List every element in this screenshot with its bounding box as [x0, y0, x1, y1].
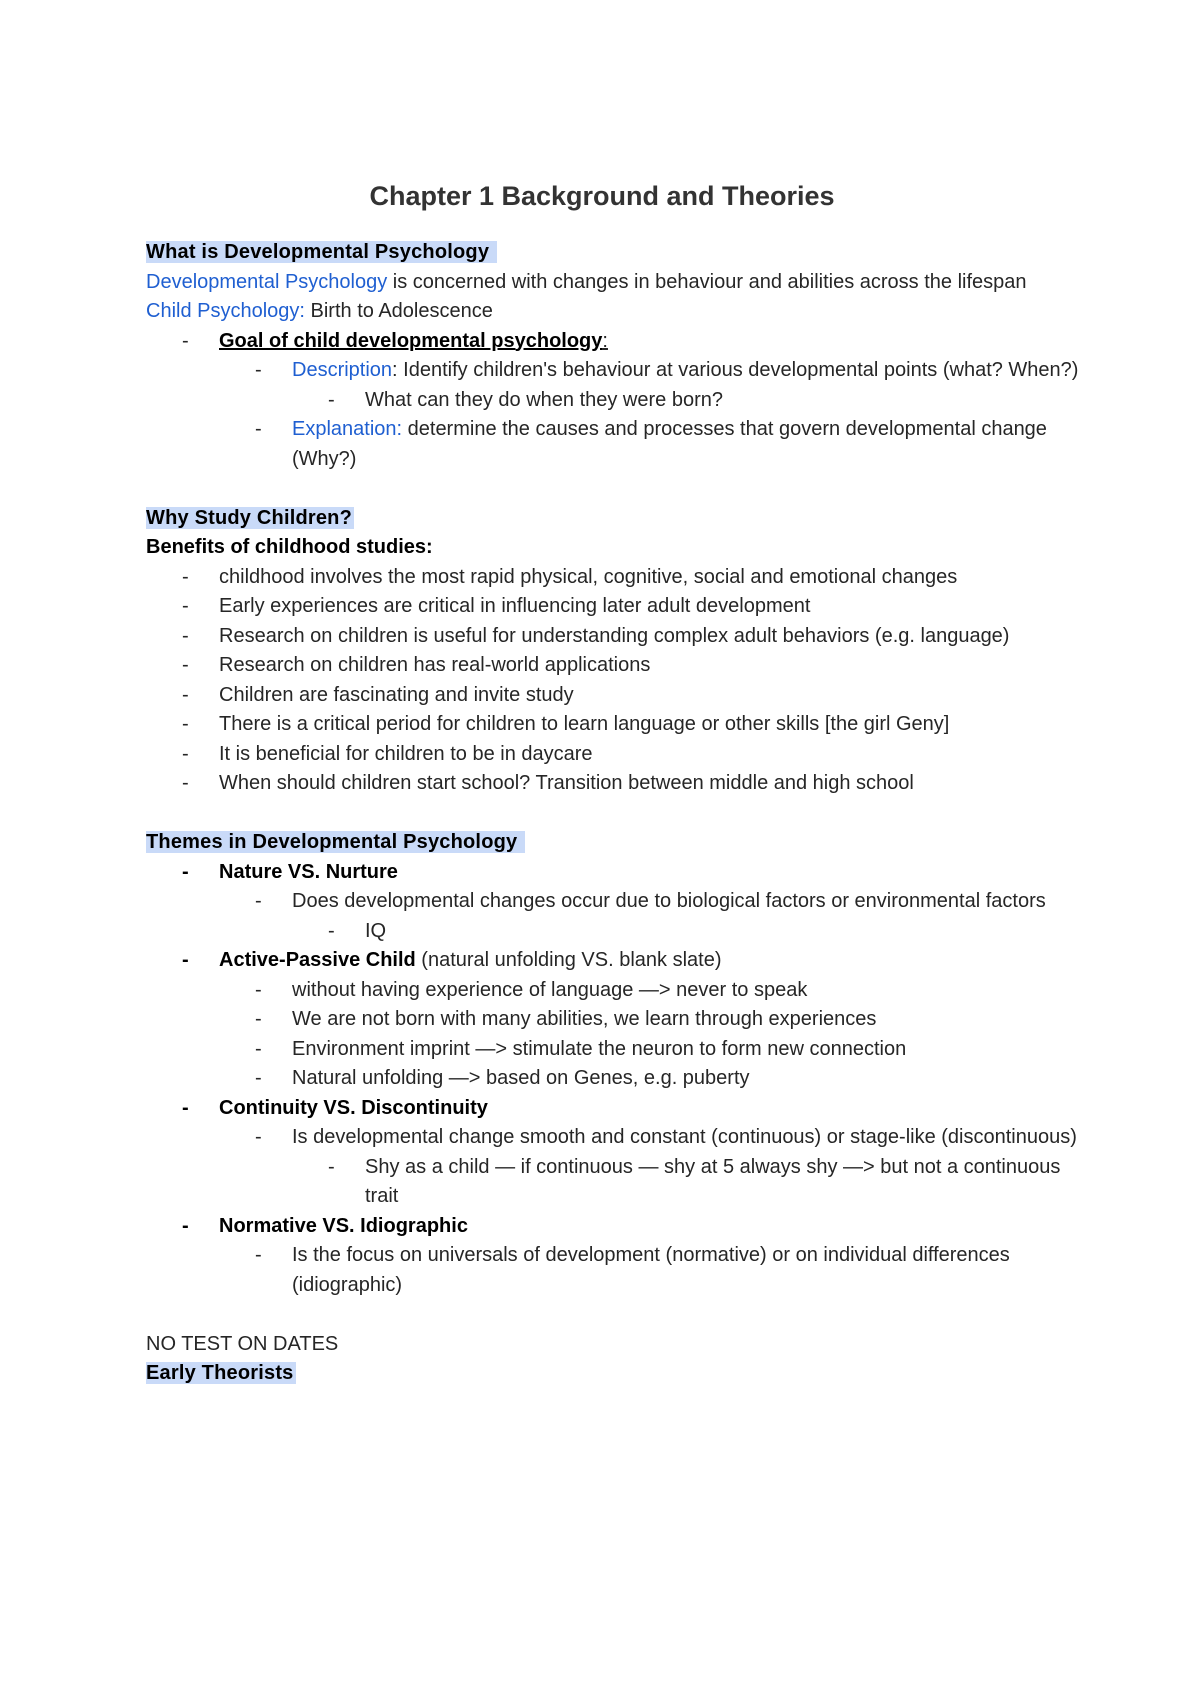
bullet-dash: - [255, 978, 262, 1001]
section-heading: Early Theorists [146, 1362, 294, 1384]
list-item [146, 1212, 1080, 1242]
bullet-dash: - [182, 949, 189, 971]
list-item-text: Research on children has real-world applications [219, 654, 651, 676]
list-item [146, 1035, 1080, 1065]
bullet-dash: - [182, 860, 189, 883]
list-item-text: We are not born with many abilities, we learn through experiences [292, 1008, 877, 1030]
description-sub-text: What can they do when they were born? [365, 388, 723, 411]
bullet-dash: - [182, 683, 189, 706]
term-child-psychology: Child Psychology: [146, 300, 305, 322]
bullet-dash: - [255, 1126, 262, 1148]
goal-colon: : [602, 329, 608, 352]
section-heading: Why Study Children? [146, 506, 353, 529]
list-item [146, 710, 1080, 740]
description-text: : Identify children's behaviour at various developmental points (what? When?) [392, 359, 1079, 381]
section-heading: Themes in Developmental Psychology [146, 831, 525, 853]
list-item-text: Shy as a child — if continuous — shy at 5 always shy —> but not a continuous trait [365, 1155, 1061, 1207]
bullet-dash: - [255, 890, 262, 912]
bullet-dash: - [255, 359, 262, 381]
list-item-text: There is a critical period for children to learn language or other skills [the girl Geny] [219, 713, 950, 735]
list-item-text: Early experiences are critical in influencing later adult development [219, 595, 811, 617]
theme-active-passive-note: (natural unfolding VS. blank slate) [415, 949, 722, 971]
bullet-dash: - [182, 595, 189, 617]
section-why-study [146, 504, 1080, 534]
bullet-dash: - [182, 772, 189, 794]
child-psychology-text: Birth to Adolescence [304, 300, 493, 322]
list-item [146, 592, 1080, 622]
bullet-dash: - [255, 1244, 262, 1266]
goal-heading: Goal of child developmental psychology [219, 329, 603, 352]
bullet-dash: - [255, 1067, 262, 1089]
list-item [146, 415, 1080, 474]
list-item [146, 976, 1080, 1006]
list-item-text: without having experience of language —> never to speak [292, 978, 808, 1001]
bullet-dash: - [182, 742, 189, 765]
list-item [146, 651, 1080, 681]
term-description: Description [292, 359, 393, 381]
list-item [146, 769, 1080, 799]
list-item-text: IQ [365, 919, 387, 942]
note-line: NO TEST ON DATES [146, 1332, 339, 1355]
list-item [146, 1153, 1080, 1212]
list-item [146, 887, 1080, 917]
bullet-dash: - [182, 624, 189, 647]
list-item [146, 681, 1080, 711]
bullet-dash: - [328, 919, 335, 942]
bullet-dash: - [255, 418, 262, 440]
section-what-is [146, 238, 1080, 268]
bullet-dash: - [182, 1214, 189, 1237]
section-themes [146, 828, 1080, 858]
list-item [146, 327, 1080, 357]
bullet-dash: - [328, 388, 335, 411]
list-item [146, 1005, 1080, 1035]
theme-active-passive: Active-Passive Child [219, 949, 416, 971]
list-item-text: Is developmental change smooth and constant (continuous) or stage-like (discontinuous) [292, 1126, 1077, 1148]
bullet-dash: - [182, 329, 189, 352]
bullet-dash: - [328, 1155, 335, 1178]
bullet-dash: - [182, 565, 189, 588]
list-item [146, 858, 1080, 888]
list-item-text: Environment imprint —> stimulate the neuron to form new connection [292, 1037, 907, 1060]
list-item-text: Is the focus on universals of development (normative) or on individual differences (idiographic) [292, 1244, 1010, 1296]
bullet-dash: - [182, 654, 189, 676]
list-item-text: It is beneficial for children to be in daycare [219, 742, 593, 765]
benefits-list [146, 563, 1080, 799]
child-psychology-line [146, 297, 1080, 327]
list-item [146, 622, 1080, 652]
theme-continuity: Continuity VS. Discontinuity [219, 1096, 488, 1119]
bullet-dash: - [182, 713, 189, 735]
page-title: Chapter 1 Background and Theories [369, 181, 835, 211]
bullet-dash: - [182, 1096, 189, 1119]
list-item [146, 1241, 1080, 1300]
list-item [146, 946, 1080, 976]
list-item [146, 1094, 1080, 1124]
list-item [146, 563, 1080, 593]
list-item [146, 1064, 1080, 1094]
term-developmental-psychology: Developmental Psychology [146, 270, 388, 293]
list-item-text: Natural unfolding —> based on Genes, e.g. puberty [292, 1067, 750, 1089]
list-item-text: childhood involves the most rapid physical, cognitive, social and emotional changes [219, 565, 958, 588]
list-item [146, 740, 1080, 770]
definition-text: is concerned with changes in behaviour and abilities across the lifespan [387, 270, 1027, 293]
list-item [146, 1123, 1080, 1153]
list-item-text: Research on children is useful for understanding complex adult behaviors (e.g. language) [219, 624, 1010, 647]
list-item [146, 356, 1080, 386]
list-item-text: Children are fascinating and invite study [219, 683, 574, 706]
list-item-text: When should children start school? Transition between middle and high school [219, 772, 914, 794]
explanation-text: determine the causes and processes that govern developmental change (Why?) [292, 418, 1047, 470]
bullet-dash: - [255, 1008, 262, 1030]
theme-normative: Normative VS. Idiographic [219, 1214, 468, 1237]
term-explanation: Explanation: [292, 418, 403, 440]
theme-nature-nurture: Nature VS. Nurture [219, 860, 398, 883]
bullet-dash: - [255, 1037, 262, 1060]
section-early-theorists [146, 1359, 1080, 1389]
definition-paragraph [146, 268, 1080, 298]
list-item [146, 917, 1080, 947]
benefits-subheading: Benefits of childhood studies: [146, 536, 433, 558]
section-heading: What is Developmental Psychology [146, 241, 497, 263]
list-item [146, 386, 1080, 416]
list-item-text: Does developmental changes occur due to biological factors or environmental factors [292, 890, 1046, 912]
